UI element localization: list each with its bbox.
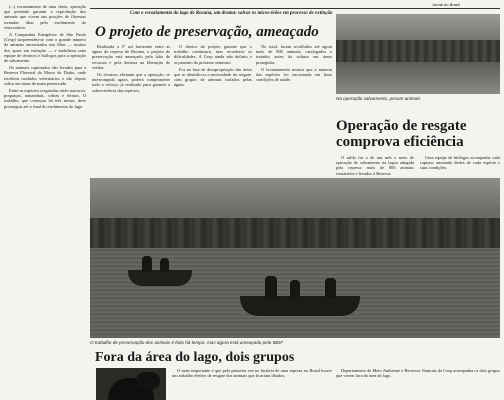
monkey-head — [136, 372, 160, 390]
rescue-photo-caption: Na operação salvamento, pesam animais — [336, 96, 421, 101]
main-headline: O projeto de preservação, ameaçado — [95, 24, 319, 40]
right-column-2 — [420, 155, 500, 175]
photo-boat — [240, 296, 360, 316]
header-rule — [90, 8, 500, 9]
lake-paragraph: O mais importante é que pela primeira vez na história de uma represa no Brasil houve um trabalho efetivo de resgate dos animais que ficariam ilhados. — [172, 368, 332, 379]
left-paragraph: (...) esvaziamento de uma cheia, operação que pretende garantir a reprodução dos animais que vivem nas porções de florestas tornadas ilhas pelo enchimento do reservatório. — [4, 4, 86, 30]
photo-boat — [128, 270, 192, 286]
left-paragraph: Entre as espécies resgatadas estão macacos, preguiças, tamanduás, cobras e felinos. O trabalho, que começou há três meses, deve prosseguir até o final do enchimento do lago. — [4, 88, 86, 109]
rescue-headline: Operação de resgate comprova eficiência — [336, 118, 467, 150]
photo-treeline — [90, 218, 500, 252]
right-paragraph: Uma equipe de biólogos acompanha cada captura, anotando dados de cada espécie e suas condições. — [420, 155, 500, 171]
right-paragraph: O saldo foi o de um mês e meio de operação de salvamento na lagoa atingida pela represa: mais de 800 animais resgatados e levados à Reserva. — [336, 155, 414, 175]
main-paragraph: O levantamento mostra que a maioria das espécies foi encontrada em boas condições de saúde. — [256, 66, 332, 83]
lake-boats-photo — [90, 178, 500, 338]
left-paragraph: Os animais capturados são levados para a Reserva Florestal do Morro do Diabo, onde recebem cuidados veterinários e são depois soltos em áreas de mata preservada. — [4, 65, 86, 86]
rescue-photo — [336, 14, 500, 94]
photo-treeline — [336, 40, 500, 62]
photo-person — [325, 278, 336, 298]
main-paragraph: No total, foram recolhidos até agora mais de 800 animais, catalogados e tratados antes da soltura em áreas protegidas. — [256, 44, 332, 65]
photo-person — [160, 258, 169, 272]
main-paragraph: Realizada a 5º sol horizonte entre as águas da represa de Rosana, o projeto de preservação está ameaçado pela falta de recursos e pela demora na liberação de verbas. — [92, 44, 170, 70]
photo-person — [265, 276, 277, 298]
lake-photo-caption: O trabalho de preservação dos animais é feito há tempo, mas agora está ameaçado pelo IBDF — [90, 340, 284, 345]
left-paragraph: A Companhia Energética de São Paulo (Cesp) surpreendeu-se com o grande número de animais encontrados nas ilhas — muitos dos quais em extinção — e mobilizou uma equipe de técnicos e biólogos para a operação de salvamento. — [4, 32, 86, 64]
main-column-3 — [256, 44, 332, 174]
lake-headline: Fora da área do lago, dois grupos — [95, 350, 295, 365]
newspaper-page-tag: Jornal do Brasil — [432, 2, 460, 7]
main-column-2 — [174, 44, 252, 174]
top-caption: Com o esvaziamento do lago de Rosana, um drama: salvar os micos-leões em processo de extinção — [130, 11, 333, 16]
photo-person — [142, 256, 152, 272]
lake-paragraph: Departamento de Meio Ambiente e Recursos Naturais da Cesp acompanha os dois grupos que vivem fora da área do lago. — [336, 368, 500, 379]
right-column-1 — [336, 155, 414, 175]
lake-column-1 — [172, 368, 332, 400]
lake-column-2 — [336, 368, 500, 400]
main-paragraph: O diretor do projeto garante que o trabalho continuará, mas reconhece as dificuldades. A Cesp ainda não definiu o orçamento do próximo semestre. — [174, 44, 252, 65]
main-paragraph: Foi na fase de desapropriação das áreas que se identificou a necessidade do resgate, com grupos de animais isolados pelas águas. — [174, 66, 252, 88]
monkey-photo — [96, 368, 166, 400]
main-column-1 — [92, 44, 170, 174]
left-column — [4, 4, 86, 396]
main-paragraph: Os técnicos afirmam que a operação, se interrompida agora, poderá comprometer todo o esforço já realizado para garantir a sobrevivência das espécies. — [92, 72, 170, 93]
photo-person — [290, 280, 300, 298]
